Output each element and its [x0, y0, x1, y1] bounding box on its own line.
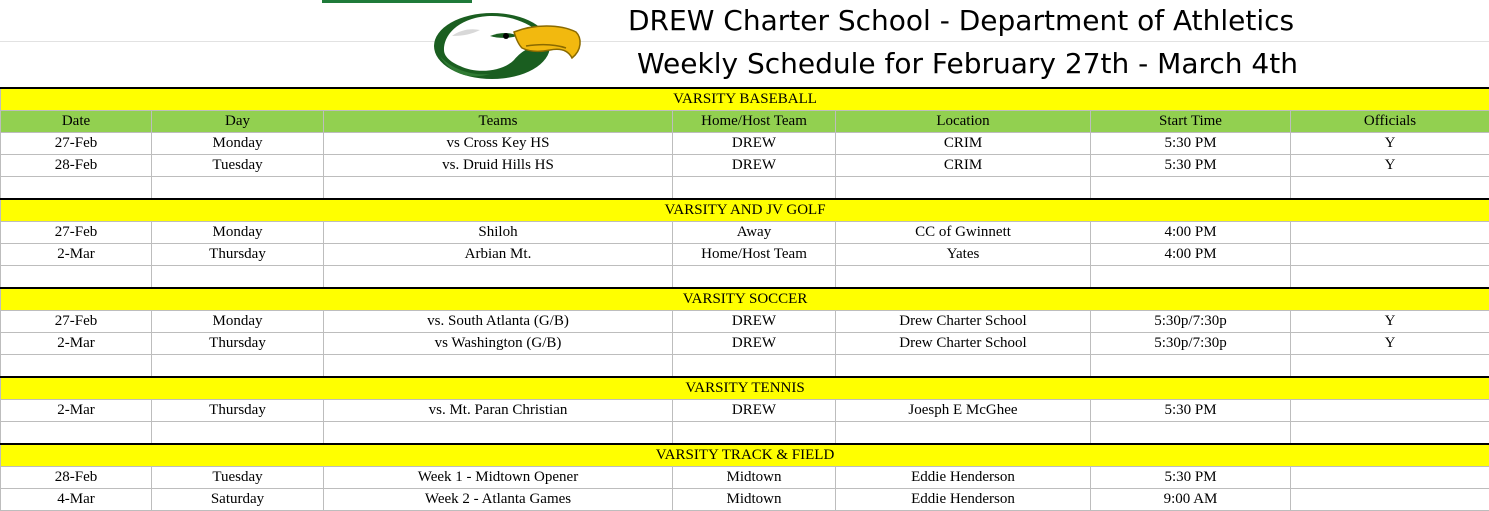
table-row — [1, 467, 1489, 489]
empty-cell — [836, 422, 1091, 445]
table-cell: 2-Mar — [1, 400, 152, 422]
section-title: VARSITY TENNIS — [1, 377, 1489, 400]
section-title: VARSITY AND JV GOLF — [1, 199, 1489, 222]
table-cell: Tuesday — [152, 155, 324, 177]
section-header-row — [1, 288, 1489, 311]
header — [0, 0, 1489, 87]
table-cell: 28-Feb — [1, 467, 152, 489]
empty-cell — [836, 266, 1091, 289]
table-cell: Eddie Henderson — [836, 467, 1091, 489]
empty-cell — [1091, 422, 1291, 445]
table-cell: 2-Mar — [1, 244, 152, 266]
section-header-row — [1, 444, 1489, 467]
table-cell: Midtown — [673, 489, 836, 511]
table-row — [1, 222, 1489, 244]
table-cell: Thursday — [152, 400, 324, 422]
table-cell: Monday — [152, 133, 324, 155]
empty-cell — [324, 266, 673, 289]
table-cell: Thursday — [152, 333, 324, 355]
table-cell: vs. Mt. Paran Christian — [324, 400, 673, 422]
table-cell: 4-Mar — [1, 489, 152, 511]
table-cell: Eddie Henderson — [836, 489, 1091, 511]
empty-cell — [1, 422, 152, 445]
table-cell: Monday — [152, 222, 324, 244]
table-cell: 27-Feb — [1, 133, 152, 155]
table-cell: Shiloh — [324, 222, 673, 244]
table-cell: Home/Host Team — [673, 244, 836, 266]
column-header: Location — [836, 111, 1091, 133]
table-cell: DREW — [673, 155, 836, 177]
blank-row — [1, 266, 1489, 289]
table-cell — [1291, 244, 1489, 266]
table-row — [1, 155, 1489, 177]
table-cell: Yates — [836, 244, 1091, 266]
column-header: Officials — [1291, 111, 1489, 133]
table-row — [1, 400, 1489, 422]
table-cell: 2-Mar — [1, 333, 152, 355]
table-cell: Arbian Mt. — [324, 244, 673, 266]
section-title: VARSITY SOCCER — [1, 288, 1489, 311]
empty-cell — [324, 355, 673, 378]
table-cell: Drew Charter School — [836, 311, 1091, 333]
column-header: Day — [152, 111, 324, 133]
empty-cell — [673, 355, 836, 378]
table-cell: 5:30p/7:30p — [1091, 333, 1291, 355]
table-row — [1, 311, 1489, 333]
empty-cell — [1291, 422, 1489, 445]
table-cell: Week 2 - Atlanta Games — [324, 489, 673, 511]
table-row — [1, 489, 1489, 511]
table-cell: DREW — [673, 311, 836, 333]
table-cell: Thursday — [152, 244, 324, 266]
empty-cell — [152, 422, 324, 445]
empty-cell — [1291, 177, 1489, 200]
section-header-row — [1, 377, 1489, 400]
table-cell: Tuesday — [152, 467, 324, 489]
column-header: Date — [1, 111, 152, 133]
column-header: Home/Host Team — [673, 111, 836, 133]
table-cell — [1291, 489, 1489, 511]
schedule-table — [0, 87, 1489, 511]
table-cell: Y — [1291, 155, 1489, 177]
table-cell: 5:30 PM — [1091, 155, 1291, 177]
empty-cell — [152, 266, 324, 289]
table-row — [1, 244, 1489, 266]
table-cell: Saturday — [152, 489, 324, 511]
empty-cell — [152, 177, 324, 200]
table-cell: 27-Feb — [1, 311, 152, 333]
table-cell: Joesph E McGhee — [836, 400, 1091, 422]
eagle-head-logo-icon — [430, 6, 585, 80]
table-cell: 5:30 PM — [1091, 133, 1291, 155]
table-cell: DREW — [673, 333, 836, 355]
table-cell: Away — [673, 222, 836, 244]
table-cell — [1291, 467, 1489, 489]
column-header-row — [1, 111, 1489, 133]
table-cell: vs Washington (G/B) — [324, 333, 673, 355]
table-cell: 4:00 PM — [1091, 244, 1291, 266]
blank-row — [1, 355, 1489, 378]
section-title: VARSITY BASEBALL — [1, 88, 1489, 111]
empty-cell — [673, 177, 836, 200]
table-cell: vs Cross Key HS — [324, 133, 673, 155]
table-cell: CRIM — [836, 133, 1091, 155]
table-cell: Y — [1291, 133, 1489, 155]
table-cell: Monday — [152, 311, 324, 333]
column-header: Teams — [324, 111, 673, 133]
table-cell: 9:00 AM — [1091, 489, 1291, 511]
empty-cell — [673, 422, 836, 445]
empty-cell — [1091, 177, 1291, 200]
table-cell: 5:30p/7:30p — [1091, 311, 1291, 333]
section-header-row — [1, 199, 1489, 222]
page-title: DREW Charter School - Department of Athletics — [628, 4, 1295, 37]
empty-cell — [1, 177, 152, 200]
column-header: Start Time — [1091, 111, 1291, 133]
table-cell: 5:30 PM — [1091, 400, 1291, 422]
empty-cell — [836, 177, 1091, 200]
empty-cell — [1291, 266, 1489, 289]
table-cell: CRIM — [836, 155, 1091, 177]
empty-cell — [673, 266, 836, 289]
table-cell — [1291, 222, 1489, 244]
table-cell: DREW — [673, 400, 836, 422]
table-cell: DREW — [673, 133, 836, 155]
empty-cell — [1, 266, 152, 289]
table-cell: 5:30 PM — [1091, 467, 1291, 489]
table-cell: 4:00 PM — [1091, 222, 1291, 244]
empty-cell — [836, 355, 1091, 378]
blank-row — [1, 422, 1489, 445]
empty-cell — [324, 177, 673, 200]
section-header-row — [1, 88, 1489, 111]
table-cell — [1291, 400, 1489, 422]
section-title: VARSITY TRACK & FIELD — [1, 444, 1489, 467]
table-cell: 28-Feb — [1, 155, 152, 177]
table-cell: CC of Gwinnett — [836, 222, 1091, 244]
empty-cell — [1291, 355, 1489, 378]
sheet-gridline — [0, 41, 1489, 42]
table-cell: Y — [1291, 311, 1489, 333]
table-cell: Y — [1291, 333, 1489, 355]
empty-cell — [324, 422, 673, 445]
table-row — [1, 133, 1489, 155]
table-row — [1, 333, 1489, 355]
selected-cell-indicator — [322, 0, 472, 3]
table-cell: 27-Feb — [1, 222, 152, 244]
blank-row — [1, 177, 1489, 200]
table-cell: vs. Druid Hills HS — [324, 155, 673, 177]
table-cell: Week 1 - Midtown Opener — [324, 467, 673, 489]
empty-cell — [1, 355, 152, 378]
table-cell: Midtown — [673, 467, 836, 489]
empty-cell — [1091, 355, 1291, 378]
empty-cell — [152, 355, 324, 378]
page-subtitle: Weekly Schedule for February 27th - March 4th — [637, 47, 1298, 80]
table-cell: vs. South Atlanta (G/B) — [324, 311, 673, 333]
table-cell: Drew Charter School — [836, 333, 1091, 355]
empty-cell — [1091, 266, 1291, 289]
